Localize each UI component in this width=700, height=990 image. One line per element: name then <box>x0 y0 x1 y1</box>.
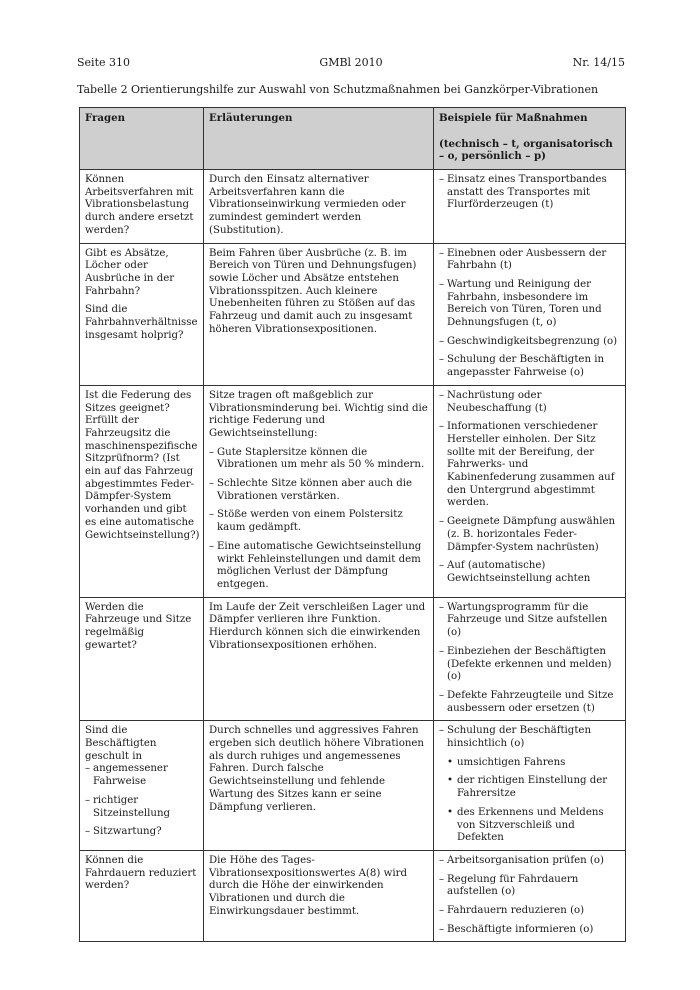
measure-item: – Defekte Fahrzeugteile und Sitze ausbessern oder ersetzen (t) <box>439 690 620 715</box>
question-cell <box>80 243 204 385</box>
header-explanations: Erläuterungen <box>204 108 434 170</box>
measure-item: – Fahrdauern reduzieren (o) <box>439 905 620 918</box>
measure-bullet: • der richtigen Einstellung der Fahrersitze <box>447 775 620 800</box>
measures-cell <box>434 850 626 942</box>
question-item: – richtiger Sitzeinstellung <box>85 795 198 820</box>
measure-item: – Regelung für Fahrdauern aufstellen (o) <box>439 874 620 899</box>
table-label: Tabelle 2 <box>77 83 128 96</box>
question-item: – angemessener Fahrweise <box>85 763 198 788</box>
table-row <box>80 850 626 942</box>
journal-title: GMBl 2010 <box>319 56 383 69</box>
table-title: Orientierungshilfe zur Auswahl von Schutzmaßnahmen bei Ganzkörper-Vibrationen <box>131 83 599 96</box>
measures-table <box>79 107 626 942</box>
explanation-cell: Die Höhe des Tages-Vibrationsexpositionswertes A(8) wird durch die Höhe der einwirkenden Vibrationen und durch die Einwirkungsdauer bestimmt. <box>204 850 434 942</box>
explanation-text: Sitze tragen oft maßgeblich zur Vibrationsminderung bei. Wichtig sind die richtige Federung und Gewichtseinstellung: <box>209 389 428 439</box>
header-measures-title: Beispiele für Maßnahmen <box>439 112 588 124</box>
measure-item <box>439 725 620 845</box>
measure-item: – Nachrüstung oder Neubeschaffung (t) <box>439 390 620 415</box>
measures-cell <box>434 721 626 851</box>
header-questions: Fragen <box>80 108 204 170</box>
question-cell: Können die Fahrdauern reduziert werden? <box>80 850 204 942</box>
question-text: Sind die Beschäftigten geschult in <box>85 725 157 762</box>
explanation-item: – Stöße werden von einem Polstersitz kaum gedämpft. <box>209 509 428 534</box>
explanation-cell <box>204 385 434 597</box>
table-row <box>80 170 626 244</box>
header-measures-legend: (technisch – t, organisatorisch – o, persönlich – p) <box>439 137 613 163</box>
table-caption <box>77 83 598 96</box>
question-cell: Können Arbeitsverfahren mit Vibrationsbelastung durch andere ersetzt werden? <box>80 170 204 244</box>
measure-item: – Informationen verschiedener Hersteller einholen. Der Sitz sollte mit der Bereifung, der Fahrwerks- und Kabinenfederung zusammen auf den Untergrund abgestimmt werden. <box>439 421 620 510</box>
table-row <box>80 385 626 597</box>
explanation-item: – Gute Staplersitze können die Vibrationen um mehr als 50 % mindern. <box>209 447 428 472</box>
explanation-cell: Durch schnelles und aggressives Fahren ergeben sich deutlich höhere Vibrationen als durch ruhiges und angemessenes Fahren. Durch falsche Gewichtseinstellung und fehlende Wartung des Sitzes kann er seine Dämpfung verlieren. <box>204 721 434 851</box>
question-cell: Ist die Federung des Sitzes geeignet? Erfüllt der Fahrzeugsitz die maschinenspezifische Sitzprüfnorm? (Ist ein auf das Fahrzeug abgestimmtes Feder-Dämpfer-System vorhanden und gibt es eine automatische Gewichtseinstellung?) <box>80 385 204 597</box>
explanation-cell: Im Laufe der Zeit verschleißen Lager und Dämpfer verlieren ihre Funktion. Hierdurch können sich die einwirkenden Vibrationsexpositionen erhöhen. <box>204 597 434 721</box>
measure-item: – Geeignete Dämpfung auswählen (z. B. horizontales Feder-Dämpfer-System nachrüsten) <box>439 516 620 554</box>
measures-cell <box>434 597 626 721</box>
measures-cell <box>434 385 626 597</box>
page-number: Seite 310 <box>77 56 130 69</box>
measure-item: – Auf (automatische) Gewichtseinstellung achten <box>439 560 620 585</box>
question-text: Sind die Fahrbahnverhältnisse insgesamt holprig? <box>85 304 198 341</box>
question-item: – Sitzwartung? <box>85 826 198 839</box>
measure-item: – Geschwindigkeitsbegrenzung (o) <box>439 336 620 349</box>
explanation-item: – Schlechte Sitze können aber auch die Vibrationen verstärken. <box>209 478 428 503</box>
explanation-cell: Beim Fahren über Ausbrüche (z. B. im Bereich von Türen und Dehnungsfugen) sowie Löcher und Absätze entstehen Vibrationsspitzen. Auch kleinere Unebenheiten führen zu Stößen auf das Fahrzeug und damit auch zu insgesamt höheren Vibrationsexpositionen. <box>204 243 434 385</box>
measure-item: – Einbeziehen der Beschäftigten (Defekte erkennen und melden) (o) <box>439 646 620 684</box>
explanation-item: – Eine automatische Gewichtseinstellung wirkt Fehleinstellungen und damit dem möglichen Verlust der Dämpfung entgegen. <box>209 541 428 592</box>
page-header <box>77 56 625 72</box>
issue-number: Nr. 14/15 <box>572 56 625 69</box>
explanation-cell: Durch den Einsatz alternativer Arbeitsverfahren kann die Vibrationseinwirkung vermieden oder zumindest gemindert werden (Substitution). <box>204 170 434 244</box>
measure-bullet: • umsichtigen Fahrens <box>447 757 620 770</box>
measure-item: – Arbeitsorganisation prüfen (o) <box>439 855 620 868</box>
table-row <box>80 721 626 851</box>
measure-intro: Schulung der Beschäftigten hinsichtlich (o) <box>447 725 592 750</box>
measures-cell <box>434 170 626 244</box>
measure-bullet: • des Erkennens und Meldens von Sitzverschleiß und Defekten <box>447 807 620 845</box>
measure-item: – Wartungsprogramm für die Fahrzeuge und Sitze aufstellen (o) <box>439 602 620 640</box>
measure-item: – Schulung der Beschäftigten in angepasster Fahrweise (o) <box>439 354 620 379</box>
question-cell <box>80 721 204 851</box>
measure-item: – Wartung und Reinigung der Fahrbahn, insbesondere im Bereich von Türen, Toren und Dehnungsfugen (t, o) <box>439 279 620 330</box>
measure-item: – Beschäftigte informieren (o) <box>439 924 620 937</box>
measure-item: – Einsatz eines Transportbandes anstatt des Transportes mit Flurförderzeugen (t) <box>439 174 620 212</box>
table-header-row <box>80 108 626 170</box>
table-row <box>80 597 626 721</box>
measure-item: – Einebnen oder Ausbessern der Fahrbahn (t) <box>439 248 620 273</box>
table-row <box>80 243 626 385</box>
measures-cell <box>434 243 626 385</box>
question-cell: Werden die Fahrzeuge und Sitze regelmäßig gewartet? <box>80 597 204 721</box>
question-text: Gibt es Absätze, Löcher oder Ausbrüche in der Fahrbahn? <box>85 247 175 297</box>
header-measures <box>434 108 626 170</box>
